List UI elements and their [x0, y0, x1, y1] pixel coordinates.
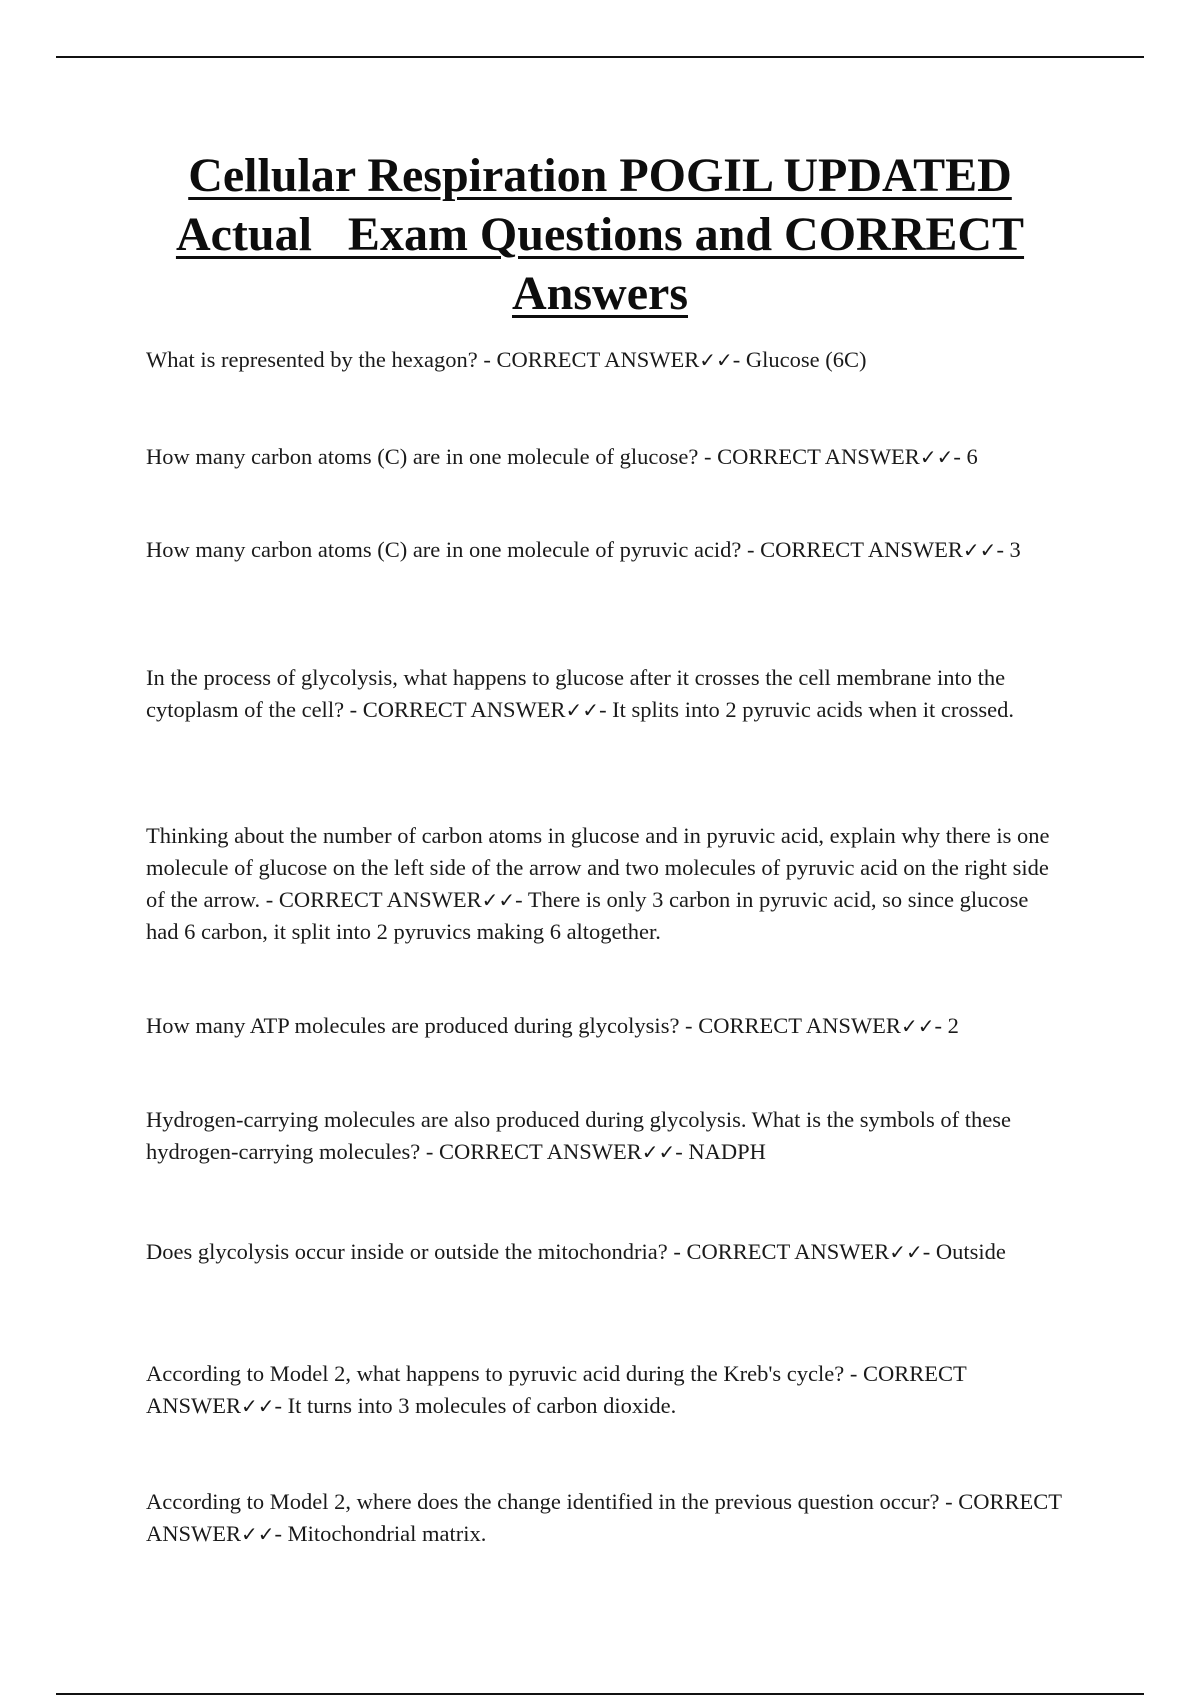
- question-text: Does glycolysis occur inside or outside the mitochondria? -: [146, 1239, 687, 1264]
- answer-text: - Mitochondrial matrix.: [274, 1521, 487, 1546]
- qa-item: [146, 1236, 1066, 1268]
- bottom-divider: [56, 1693, 1144, 1695]
- document-title: [100, 146, 1100, 323]
- answer-text: - Outside: [922, 1239, 1006, 1264]
- answer-marker: CORRECT ANSWER: [760, 537, 963, 562]
- question-text: How many carbon atoms (C) are in one molecule of pyruvic acid? -: [146, 537, 761, 562]
- check-icon: ✓✓: [900, 1014, 935, 1038]
- qa-item: [146, 820, 1066, 948]
- answer-marker: CORRECT ANSWER: [146, 1361, 967, 1418]
- title-line: Cellular Respiration POGIL UPDATED: [188, 149, 1012, 202]
- answer-marker: CORRECT ANSWER: [686, 1239, 890, 1264]
- answer-marker: CORRECT ANSWER: [362, 697, 566, 722]
- qa-item: [146, 1010, 1066, 1042]
- answer-text: - It turns into 3 molecules of carbon dioxide.: [274, 1393, 677, 1418]
- question-text: Thinking about the number of carbon atoms in glucose and in pyruvic acid, explain why there is one molecule of glucose on the left side of the arrow and two molecules of pyruvic acid on the right side of the arrow. -: [146, 823, 1050, 912]
- qa-item: [146, 1104, 1066, 1168]
- answer-marker: CORRECT ANSWER: [698, 1013, 901, 1038]
- answer-text: - 3: [996, 537, 1021, 562]
- question-text: What is represented by the hexagon? -: [146, 347, 497, 372]
- check-icon: ✓✓: [481, 888, 516, 912]
- check-icon: ✓✓: [919, 445, 954, 469]
- answer-marker: CORRECT ANSWER: [439, 1139, 642, 1164]
- answer-text: - 6: [953, 444, 978, 469]
- question-text: Hydrogen-carrying molecules are also produced during glycolysis. What is the symbols of these hydrogen-carrying molecules? -: [146, 1107, 1011, 1164]
- question-text: How many carbon atoms (C) are in one molecule of glucose? -: [146, 444, 718, 469]
- check-icon: ✓✓: [699, 348, 733, 372]
- qa-item: [146, 441, 1066, 473]
- qa-item: [146, 662, 1066, 726]
- qa-item: [146, 534, 1066, 566]
- check-icon: ✓✓: [641, 1140, 676, 1164]
- answer-text: - It splits into 2 pyruvic acids when it crossed.: [599, 697, 1014, 722]
- answer-marker: CORRECT ANSWER: [278, 887, 482, 912]
- question-text: According to Model 2, what happens to pyruvic acid during the Kreb's cycle? -: [146, 1361, 863, 1386]
- question-text: In the process of glycolysis, what happens to glucose after it crosses the cell membrane into the cytoplasm of the cell? -: [146, 665, 1006, 722]
- question-text: According to Model 2, where does the change identified in the previous question occur? -: [146, 1489, 959, 1514]
- qa-item: [146, 1486, 1066, 1550]
- check-icon: ✓✓: [962, 538, 997, 562]
- check-icon: ✓✓: [565, 698, 600, 722]
- answer-text: - There is only 3 carbon in pyruvic acid, so since glucose had 6 carbon, it split into 2 pyruvics making 6 altogether.: [146, 887, 1029, 944]
- answer-text: - NADPH: [675, 1139, 766, 1164]
- check-icon: ✓✓: [241, 1522, 275, 1546]
- qa-item: [146, 344, 1066, 376]
- title-line: Answers: [512, 267, 688, 320]
- question-text: How many ATP molecules are produced during glycolysis? -: [146, 1013, 699, 1038]
- qa-item: [146, 1358, 1066, 1422]
- check-icon: ✓✓: [889, 1240, 923, 1264]
- answer-text: - Glucose (6C): [732, 347, 867, 372]
- answer-marker: CORRECT ANSWER: [146, 1489, 1062, 1546]
- answer-marker: CORRECT ANSWER: [717, 444, 920, 469]
- check-icon: ✓✓: [241, 1394, 275, 1418]
- answer-marker: CORRECT ANSWER: [496, 347, 700, 372]
- answer-text: - 2: [934, 1013, 959, 1038]
- top-divider: [56, 56, 1144, 58]
- title-line: Actual Exam Questions and CORRECT: [175, 208, 1025, 261]
